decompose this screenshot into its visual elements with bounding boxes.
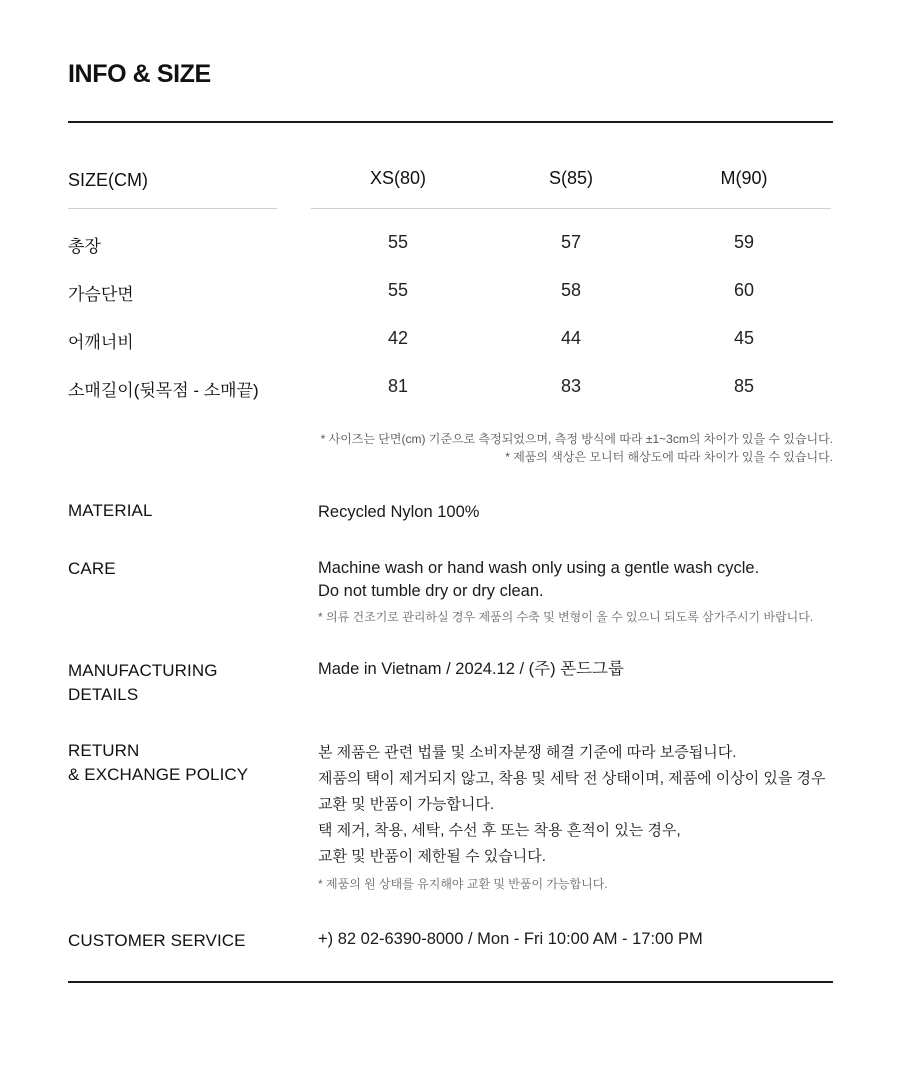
size-header-divider [311, 208, 831, 209]
table-cell: 42 [387, 328, 409, 348]
table-cell: 45 [733, 328, 755, 348]
size-label-divider [68, 208, 277, 209]
top-divider [68, 121, 833, 123]
row-label: 가슴단면 [68, 285, 134, 304]
customer-service-value: +) 82 02-6390-8000 / Mon - Fri 10:00 AM - 17:00 PM [318, 930, 703, 948]
care-line: Do not tumble dry or dry clean. [318, 582, 544, 600]
table-cell: 59 [733, 232, 755, 252]
size-note: * 제품의 색상은 모니터 해상도에 따라 차이가 있을 수 있습니다. [505, 450, 833, 464]
row-label: 어깨너비 [68, 333, 134, 352]
policy-line: 본 제품은 관련 법률 및 소비자분쟁 해결 기준에 따라 보증됩니다. [318, 744, 737, 761]
size-table-label: SIZE(CM) [68, 170, 148, 190]
size-notes [321, 430, 833, 466]
table-cell: 85 [733, 376, 755, 396]
return-policy-text [318, 740, 826, 870]
table-cell: 81 [387, 376, 409, 396]
policy-line: 택 제거, 착용, 세탁, 수선 후 또는 착용 흔적이 있는 경우, [318, 822, 681, 839]
table-cell: 55 [387, 280, 409, 300]
manufacturing-value: Made in Vietnam / 2024.12 / (주) 폰드그룹 [318, 660, 624, 678]
return-policy-label: RETURN & EXCHANGE POLICY [68, 741, 249, 784]
care-line: Machine wash or hand wash only using a gentle wash cycle. [318, 559, 760, 577]
size-note: * 사이즈는 단면(cm) 기준으로 측정되었으며, 측정 방식에 따라 ±1~3cm의 차이가 있을 수 있습니다. [320, 432, 833, 446]
row-label: 총장 [68, 237, 101, 256]
size-column-s: S(85) [548, 168, 593, 188]
care-label: CARE [68, 559, 116, 578]
care-value [318, 557, 759, 603]
table-cell: 83 [560, 376, 582, 396]
material-label: MATERIAL [68, 501, 153, 520]
manufacturing-label: MANUFACTURING DETAILS [68, 661, 218, 704]
care-note: * 의류 건조기로 관리하실 경우 제품의 수축 및 변형이 올 수 있으니 되도록 삼가주시기 바랍니다. [318, 610, 814, 624]
table-cell: 60 [733, 280, 755, 300]
size-column-m: M(90) [720, 168, 768, 188]
table-cell: 57 [560, 232, 582, 252]
table-cell: 55 [387, 232, 409, 252]
policy-line: 제품의 택이 제거되지 않고, 착용 및 세탁 전 상태이며, 제품에 이상이 있을 경우 [318, 770, 826, 787]
size-column-xs: XS(80) [369, 168, 427, 188]
material-value: Recycled Nylon 100% [318, 503, 480, 521]
policy-line: 교환 및 반품이 제한될 수 있습니다. [318, 848, 546, 865]
row-label: 소매길이(뒷목점 - 소매끝) [68, 381, 259, 400]
page-title: INFO & SIZE [68, 60, 211, 88]
customer-service-label: CUSTOMER SERVICE [68, 931, 246, 950]
return-policy-note: * 제품의 원 상태를 유지해야 교환 및 반품이 가능합니다. [318, 877, 608, 891]
bottom-divider [68, 981, 833, 983]
policy-line: 교환 및 반품이 가능합니다. [318, 796, 495, 813]
table-cell: 44 [560, 328, 582, 348]
table-cell: 58 [560, 280, 582, 300]
